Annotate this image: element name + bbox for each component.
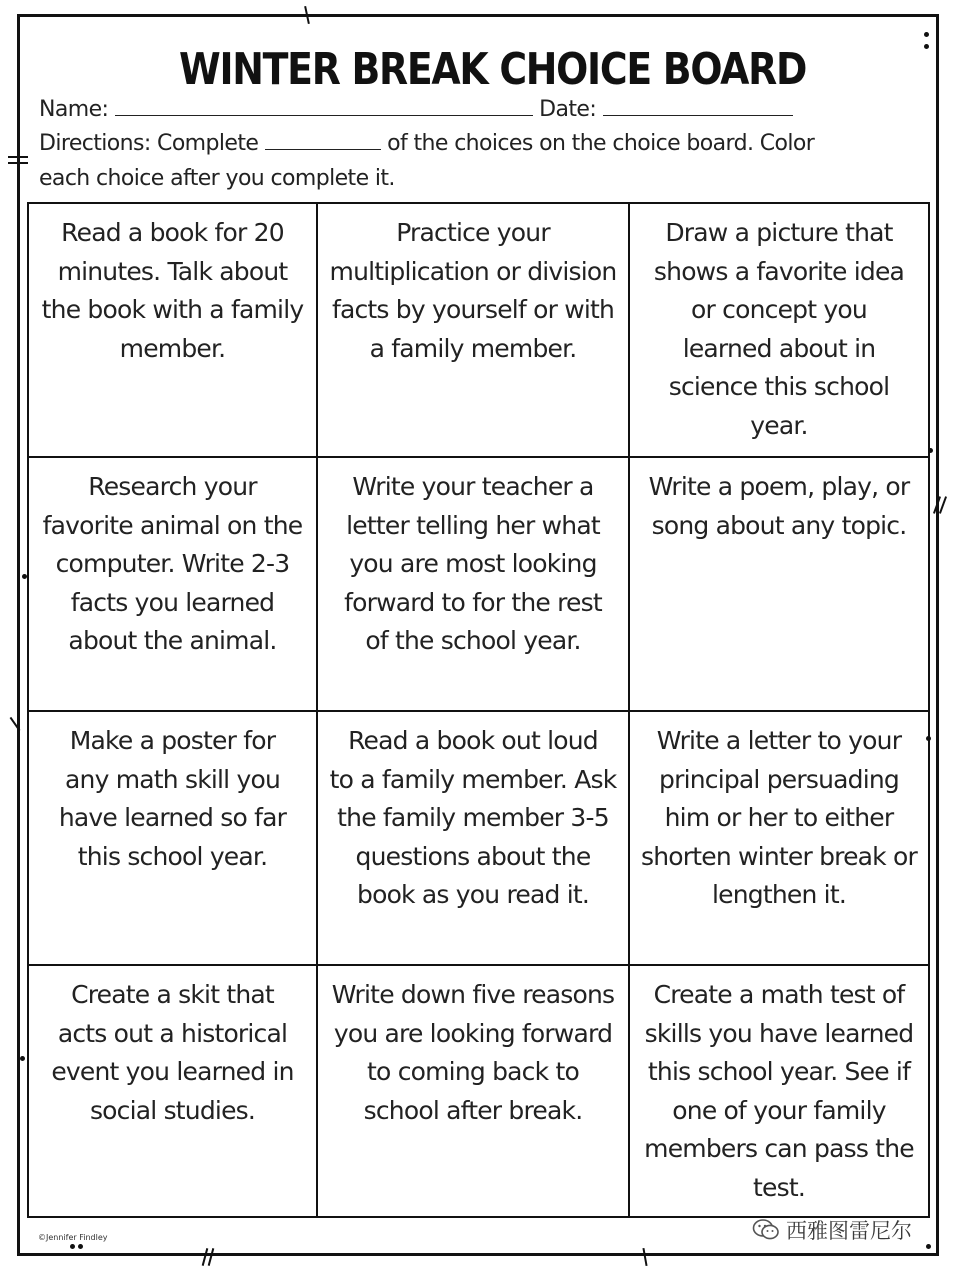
- choice-text-line: Research your: [88, 472, 257, 501]
- choice-text-line: this school year. See if: [647, 1057, 911, 1087]
- choice-text-line: or concept you: [691, 295, 867, 325]
- choice-cell[interactable]: [630, 712, 928, 966]
- choice-cell[interactable]: [630, 204, 928, 458]
- choice-text-line: a family member.: [369, 333, 577, 363]
- border-dot: [78, 1244, 83, 1249]
- choice-text-line: acts out a historical: [57, 1018, 288, 1048]
- choice-cell[interactable]: [29, 966, 318, 1216]
- directions-prefix: Directions: Complete: [39, 131, 259, 156]
- choice-cell[interactable]: [29, 458, 318, 712]
- choice-text-line: the family member 3-5: [337, 803, 609, 833]
- choice-cell[interactable]: [630, 458, 928, 712]
- choice-text-line: facts you learned: [70, 587, 275, 617]
- wechat-icon: [752, 1218, 780, 1242]
- choice-board-grid: [27, 202, 930, 1218]
- choice-text-line: Draw a picture that: [665, 218, 893, 247]
- choice-cell[interactable]: [630, 966, 928, 1216]
- name-label: Name:: [39, 97, 109, 122]
- choice-cell[interactable]: [29, 712, 318, 966]
- choice-text-line: about the animal.: [68, 626, 277, 656]
- border-dot: [70, 1244, 75, 1249]
- choice-text-line: have learned so far: [58, 803, 287, 833]
- choice-text-line: Practice your: [396, 218, 550, 247]
- choice-text-line: skills you have learned: [644, 1018, 914, 1048]
- choice-text-line: event you learned in: [51, 1057, 294, 1087]
- date-label: Date:: [539, 97, 597, 122]
- watermark: [752, 1215, 912, 1245]
- choice-text-line: science this school: [668, 372, 890, 402]
- choice-text-line: facts by yourself or with: [331, 295, 615, 325]
- choice-cell[interactable]: [318, 712, 630, 966]
- choice-text-line: Create a skit that: [71, 980, 274, 1009]
- choice-text-line: lengthen it.: [712, 880, 846, 910]
- choice-text-line: school after break.: [363, 1095, 583, 1125]
- choice-text-line: of the school year.: [365, 626, 581, 656]
- choice-cell[interactable]: [318, 966, 630, 1216]
- choice-text-line: to a family member. Ask: [329, 764, 617, 794]
- choice-text-line: shorten winter break or: [641, 841, 917, 871]
- choice-text-line: book as you read it.: [357, 880, 589, 910]
- choice-text-line: any math skill you: [65, 764, 280, 794]
- directions-count-blank[interactable]: [265, 131, 381, 150]
- choice-text-line: the book with a family: [41, 295, 304, 325]
- choice-text-line: letter telling her what: [346, 510, 600, 540]
- choice-text-line: member.: [119, 333, 226, 363]
- choice-text-line: Read a book for 20: [61, 218, 284, 247]
- choice-text-line: this school year.: [77, 841, 268, 871]
- choice-text-line: Write a letter to your: [656, 726, 902, 755]
- choice-text-line: favorite animal on the: [42, 510, 303, 540]
- choice-text-line: social studies.: [89, 1095, 256, 1125]
- choice-text-line: computer. Write 2-3: [55, 549, 290, 579]
- border-tick: [8, 156, 28, 158]
- choice-text-line: shows a favorite idea: [653, 256, 905, 286]
- choice-text-line: you are most looking: [349, 549, 597, 579]
- choice-text-line: multiplication or division: [329, 256, 617, 286]
- date-blank[interactable]: [603, 97, 793, 116]
- name-date-line: [39, 97, 793, 122]
- directions-line-1: [39, 131, 814, 156]
- choice-text-line: test.: [753, 1172, 805, 1202]
- choice-text-line: Read a book out loud: [348, 726, 598, 755]
- choice-text-line: song about any topic.: [651, 510, 907, 540]
- choice-text-line: Write your teacher a: [352, 472, 594, 501]
- border-dot: [20, 1056, 25, 1061]
- choice-text-line: forward to for the rest: [344, 587, 602, 617]
- choice-text-line: one of your family: [672, 1095, 886, 1125]
- choice-text-line: Write down five reasons: [331, 980, 615, 1009]
- directions-suffix: of the choices on the choice board. Color: [387, 131, 815, 156]
- choice-text-line: him or her to either: [664, 803, 894, 833]
- choice-text-line: Make a poster for: [69, 726, 276, 755]
- choice-text-line: year.: [750, 410, 808, 440]
- choice-text-line: questions about the: [355, 841, 591, 871]
- directions-line-2: each choice after you complete it.: [39, 166, 395, 191]
- border-dot: [924, 44, 929, 49]
- choice-cell[interactable]: [318, 204, 630, 458]
- choice-text-line: Write a poem, play, or: [648, 472, 910, 501]
- border-dot: [926, 1244, 931, 1249]
- choice-text-line: you are looking forward: [333, 1018, 613, 1048]
- border-dot: [924, 32, 929, 37]
- choice-text-line: minutes. Talk about: [57, 256, 288, 286]
- choice-text-line: learned about in: [682, 333, 876, 363]
- choice-cell[interactable]: [29, 204, 318, 458]
- choice-text-line: principal persuading: [659, 764, 899, 794]
- page-title: WINTER BREAK CHOICE BOARD: [179, 44, 807, 95]
- border-tick: [8, 162, 28, 164]
- watermark-text: 西雅图雷尼尔: [786, 1219, 912, 1243]
- copyright-text: ©Jennifer Findley: [38, 1233, 108, 1242]
- choice-text-line: Create a math test of: [653, 980, 905, 1009]
- name-blank[interactable]: [115, 97, 533, 116]
- choice-text-line: members can pass the: [644, 1134, 914, 1164]
- choice-cell[interactable]: [318, 458, 630, 712]
- choice-text-line: to coming back to: [367, 1057, 579, 1087]
